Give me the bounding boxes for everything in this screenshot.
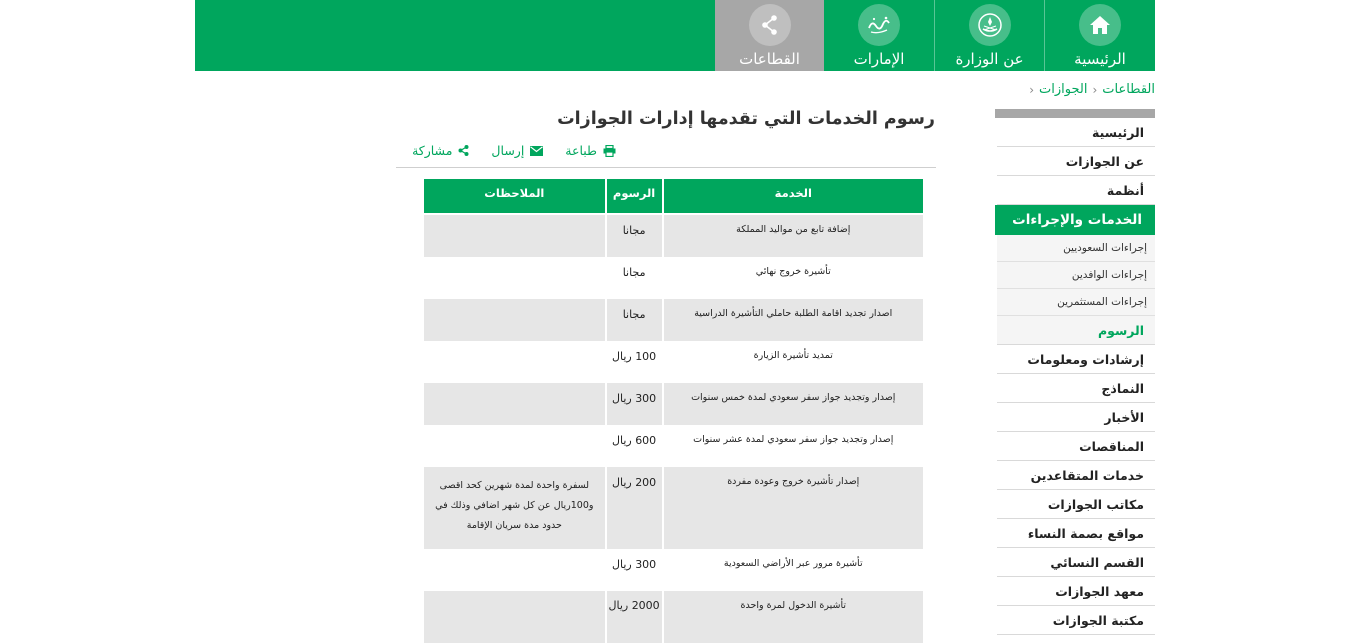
table-row xyxy=(424,257,923,299)
table-row xyxy=(424,591,923,643)
fee-cell: 200 ريال xyxy=(607,467,662,549)
column-header-fee: الرسوم xyxy=(607,179,662,215)
sidebar-item-guidance[interactable]: إرشادات ومعلومات xyxy=(997,345,1155,374)
column-header-notes: الملاحظات xyxy=(424,179,605,215)
notes-cell xyxy=(424,341,605,383)
page-title: رسوم الخدمات التي تقدمها إدارات الجوازات xyxy=(557,109,935,129)
sidebar-item-home[interactable]: الرئيسية xyxy=(997,118,1155,147)
sidebar-item-passport-offices[interactable]: مكاتب الجوازات xyxy=(997,490,1155,519)
fee-cell: مجانا xyxy=(622,266,646,279)
home-icon xyxy=(1079,4,1121,46)
sidebar-subitem-saudi-procedures[interactable]: إجراءات السعوديين xyxy=(997,235,1155,262)
fees-table xyxy=(422,179,925,643)
notes-cell xyxy=(424,425,605,467)
notes-cell xyxy=(424,299,605,341)
notes-cell xyxy=(424,467,605,549)
service-cell: اصدار تجديد اقامة الطلبة حاملي التأشيرة الدراسية xyxy=(664,299,923,341)
sidebar-item-tenders[interactable]: المناقصات xyxy=(997,432,1155,461)
service-cell: تأشيرة الدخول لمرة واحدة xyxy=(664,591,923,643)
sidebar-subitem-fees[interactable]: الرسوم xyxy=(997,316,1155,345)
share-icon xyxy=(458,145,469,156)
service-cell: إصدار تأشيرة خروج وعودة مفردة xyxy=(664,467,923,549)
print-button[interactable] xyxy=(565,143,616,158)
service-cell: إصدار وتجديد جواز سفر سعودي لمدة خمس سنوات xyxy=(664,383,923,425)
emirates-logo-icon xyxy=(858,4,900,46)
fee-cell: 100 ريال xyxy=(611,350,657,363)
notes-cell xyxy=(424,591,605,643)
table-row xyxy=(424,425,923,467)
breadcrumb xyxy=(1029,82,1155,97)
notes-cell xyxy=(424,215,605,257)
fee-cell: 2000 ريال xyxy=(607,591,662,643)
print-icon xyxy=(603,145,616,157)
chevron-left-icon: ‹ xyxy=(1092,82,1098,97)
sidebar-item-regulations[interactable]: أنظمة xyxy=(997,176,1155,205)
service-cell: تأشيرة مرور عبر الأراضي السعودية xyxy=(723,558,863,569)
sidebar-item-women-fingerprint[interactable]: مواقع بصمة النساء xyxy=(997,519,1155,548)
sidebar-subitem-expat-procedures[interactable]: إجراءات الوافدين xyxy=(997,262,1155,289)
ministry-emblem-icon xyxy=(969,4,1011,46)
sidebar-item-forms[interactable]: النماذج xyxy=(997,374,1155,403)
nav-emirates-label: الإمارات xyxy=(853,50,905,68)
fee-cell: 300 ريال xyxy=(611,558,657,571)
fee-cell: مجانا xyxy=(607,215,662,257)
service-cell: إصدار وتجديد جواز سفر سعودي لمدة عشر سنوات xyxy=(693,434,894,445)
table-row xyxy=(424,299,923,341)
nav-sectors-label: القطاعات xyxy=(739,50,800,68)
chevron-left-icon: ‹ xyxy=(1029,82,1035,97)
sidebar-item-passport-institute[interactable]: معهد الجوازات xyxy=(997,577,1155,606)
fee-cell: مجانا xyxy=(607,299,662,341)
nav-ministry[interactable] xyxy=(935,0,1044,71)
notes-text: لسفرة واحدة لمدة شهرين كحد اقصى و100ريال عن كل شهر اضافي وذلك في حدود مدة سريان الإقامة xyxy=(435,480,594,531)
title-divider xyxy=(396,167,936,168)
sidebar-top-bar xyxy=(995,109,1155,118)
sidebar-menu xyxy=(995,109,1155,635)
send-label: إرسال xyxy=(491,143,525,158)
service-cell: تمديد تأشيرة الزيارة xyxy=(753,350,833,361)
nav-ministry-label: عن الوزارة xyxy=(955,50,1024,68)
sidebar-item-about-passports[interactable]: عن الجوازات xyxy=(997,147,1155,176)
page-actions xyxy=(412,143,616,158)
share-nodes-icon xyxy=(749,4,791,46)
nav-home-label: الرئيسية xyxy=(1074,50,1126,68)
fee-cell: 300 ريال xyxy=(607,383,662,425)
notes-cell xyxy=(424,549,605,591)
top-navigation xyxy=(195,0,1155,71)
service-cell: إضافة تابع من مواليد المملكة xyxy=(664,215,923,257)
nav-home[interactable] xyxy=(1045,0,1155,71)
table-row xyxy=(424,383,923,425)
sidebar-item-passport-library[interactable]: مكتبة الجوازات xyxy=(997,606,1155,635)
notes-cell xyxy=(424,257,605,299)
table-row xyxy=(424,341,923,383)
breadcrumb-passports[interactable]: الجوازات xyxy=(1039,82,1088,97)
nav-emirates[interactable] xyxy=(824,0,934,71)
table-row xyxy=(424,215,923,257)
service-cell: تأشيرة خروج نهائي xyxy=(755,266,831,277)
send-button[interactable] xyxy=(491,143,543,158)
table-header-row xyxy=(424,179,923,215)
table-row xyxy=(424,549,923,591)
notes-cell xyxy=(424,383,605,425)
sidebar-item-women-section[interactable]: القسم النسائي xyxy=(997,548,1155,577)
sidebar-item-services-procedures[interactable]: الخدمات والإجراءات xyxy=(995,205,1155,235)
column-header-service: الخدمة xyxy=(664,179,923,215)
nav-sectors[interactable] xyxy=(715,0,824,71)
share-label: مشاركة xyxy=(412,143,453,158)
envelope-icon xyxy=(530,146,543,156)
share-button[interactable] xyxy=(412,143,469,158)
sidebar-item-news[interactable]: الأخبار xyxy=(997,403,1155,432)
sidebar-subitem-investor-procedures[interactable]: إجراءات المستثمرين xyxy=(997,289,1155,316)
fee-cell: 600 ريال xyxy=(611,434,657,447)
sidebar-item-retiree-services[interactable]: خدمات المتقاعدين xyxy=(997,461,1155,490)
breadcrumb-sectors[interactable]: القطاعات xyxy=(1102,82,1155,97)
print-label: طباعة xyxy=(565,143,597,158)
table-row xyxy=(424,467,923,549)
